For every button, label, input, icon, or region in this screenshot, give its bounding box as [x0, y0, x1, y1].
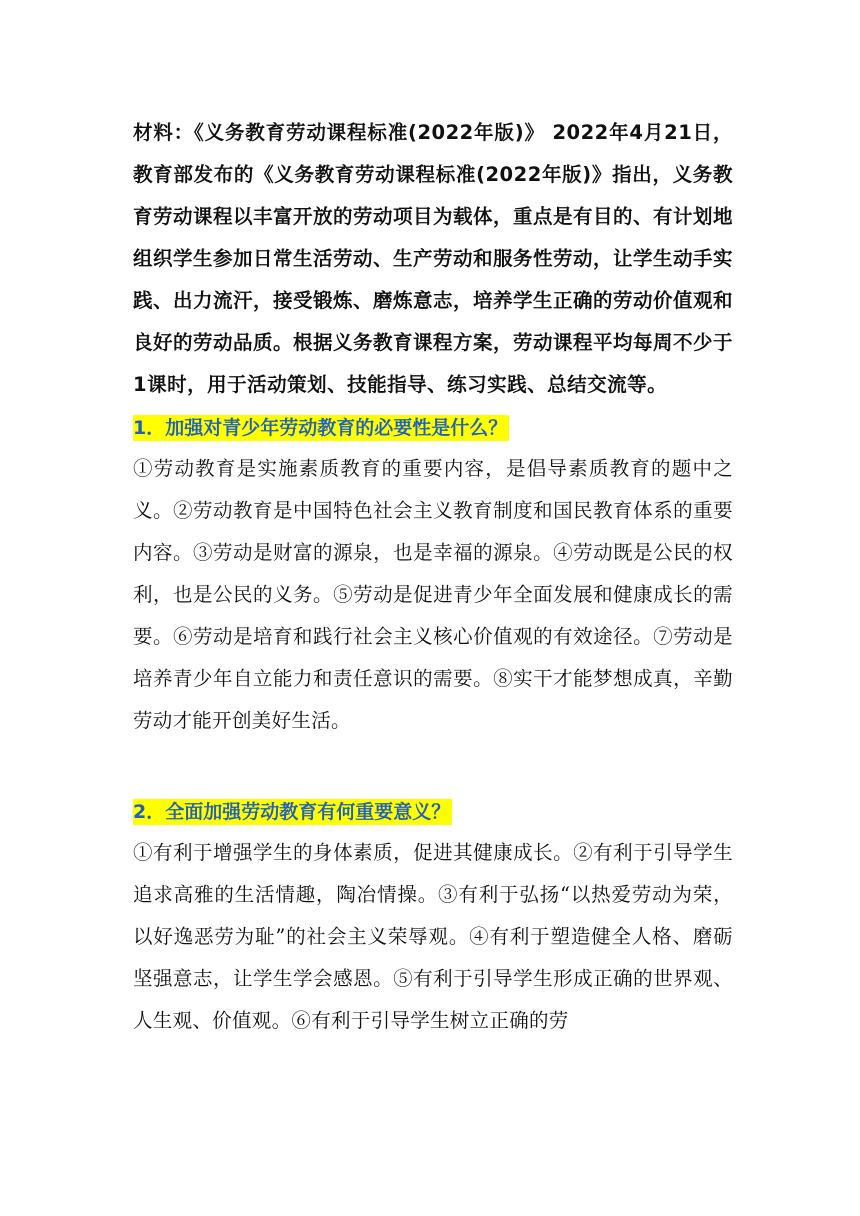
material-paragraph: 材料：《义务教育劳动课程标准(2022年版)》 2022年4月21日，教育部发布的《义务教育劳动课程标准(2022年版)》指出，义务教育劳动课程以丰富开放的劳动项目为载体，重点是有目的、有计划地组织学生参加日常生活劳动、生产劳动和服务性劳动，让学生动手实践、出力流汗，接受锻炼、磨炼意志，培养学生正确的劳动价值观和良好的劳动品质。根据义务教育课程方案，劳动课程平均每周不少于1课时，用于活动策划、技能指导、练习实践、总结交流等。	[133, 121, 734, 396]
question-1-title: 1．加强对青少年劳动教育的必要性是什么？	[133, 417, 508, 439]
question-2-answer: ①有利于增强学生的身体素质，促进其健康成长。②有利于引导学生追求高雅的生活情趣，陶冶情操。③有利于弘扬“以热爱劳动为荣，以好逸恶劳为耻”的社会主义荣辱观。④有利于塑造健全人格、磨砺坚强意志，让学生学会感恩。⑤有利于引导学生形成正确的世界观、人生观、价值观。⑥有利于引导学生树立正确的劳	[133, 841, 733, 1032]
document-page	[133, 112, 733, 1042]
question-2-heading	[133, 796, 733, 828]
question-1-answer: ①劳动教育是实施素质教育的重要内容，是倡导素质教育的题中之义。②劳动教育是中国特色社会主义教育制度和国民教育体系的重要内容。③劳动是财富的源泉，也是幸福的源泉。④劳动既是公民的权利，也是公民的义务。⑤劳动是促进青少年全面发展和健康成长的需要。⑥劳动是培育和践行社会主义核心价值观的有效途径。⑦劳动是培养青少年自立能力和责任意识的需要。⑧实干才能梦想成真，辛勤劳动才能开创美好生活。	[133, 457, 733, 732]
question-2-title: 2．全面加强劳动教育有何重要意义？	[133, 801, 451, 823]
question-1-heading	[133, 412, 733, 444]
